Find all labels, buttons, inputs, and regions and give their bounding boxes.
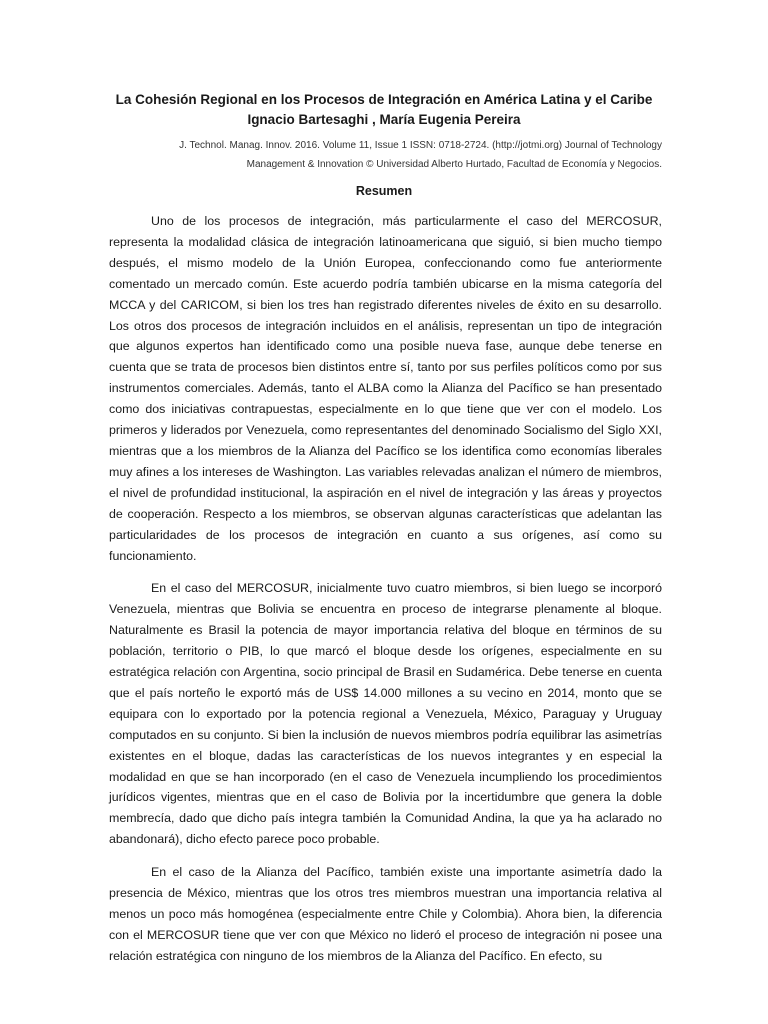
paragraph-2: En el caso del MERCOSUR, inicialmente tuvo cuatro miembros, si bien luego se incorporó Venezuela, mientras que Bolivia se encuentra en proceso de integrarse plenamente al bloque. Naturalmente es Brasil la potencia de mayor importancia relativa del bloque en términos de su población, territorio o PIB, lo que marcó el bloque desde los orígenes, especialmente en su estratégica relación con Argentina, socio principal de Brasil en Sudamérica. Debe tenerse en cuenta que el país norteño le exportó más de US$ 14.000 millones a su vecino en 2014, monto que se equipara con lo exportado por la potencia regional a Venezuela, México, Paraguay y Uruguay computados en su conjunto. Si bien la inclusión de nuevos miembros podría equilibrar las asimetrías existentes en el bloque, dadas las características de los nuevos integrantes y en especial la modalidad en que se han incorporado (en el caso de Venezuela incumpliendo los procedimientos jurídicos vigentes, mientras que en el caso de Bolivia por la incertidumbre que genera la doble membrecía, dado que dicho país integra también la Comunidad Andina, la que ya ha aclarado no abandonará), dicho efecto parece poco probable. xyxy=(109,581,662,847)
document-title-block xyxy=(0,90,768,130)
citation-line-1: J. Technol. Manag. Innov. 2016. Volume 11, Issue 1 ISSN: 0718-2724. (http://jotmi.org) Journal of Technology xyxy=(179,140,662,151)
citation-line-2: Management & Innovation © Universidad Alberto Hurtado, Facultad de Economía y Negocios. xyxy=(246,159,662,170)
paragraph-3: En el caso de la Alianza del Pacífico, también existe una importante asimetría dado la presencia de México, mientras que los otros tres miembros muestran una importancia relativa al menos un poco más homogénea (especialmente entre Chile y Colombia). Ahora bien, la diferencia con el MERCOSUR tiene que ver con que México no lideró el proceso de integración ni posee una relación estratégica con ninguno de los miembros de la Alianza del Pacífico. En efecto, su xyxy=(109,865,662,963)
section-heading: Resumen xyxy=(355,184,413,198)
citation-block xyxy=(150,136,662,174)
paragraph-1: Uno de los procesos de integración, más particularmente el caso del MERCOSUR, representa la modalidad clásica de integración latinoamericana que siguió, si bien mucho tiempo después, el mismo modelo de la Unión Europea, confeccionando como fue anteriormente comentado un mercado común. Este acuerdo podría también ubicarse en la misma categoría del MCCA y del CARICOM, si bien los tres han registrado diferentes niveles de éxito en su desarrollo. Los otros dos procesos de integración incluidos en el análisis, representan un tipo de integración que algunos expertos han identificado como una posible nueva fase, aunque debe tenerse en cuenta que se trata de procesos bien distintos entre sí, tanto por sus perfiles políticos como por sus instrumentos comerciales. Además, tanto el ALBA como la Alianza del Pacífico se han presentado como dos iniciativas contrapuestas, especialmente en lo que tiene que ver con el modelo. Los primeros y liderados por Venezuela, como representantes del denominado Socialismo del Siglo XXI, mientras que a los miembros de la Alianza del Pacífico se los identifica como economías liberales muy afines a los intereses de Washington. Las variables relevadas analizan el número de miembros, el nivel de profundidad institucional, la aspiración en el nivel de integración y las áreas y proyectos de cooperación. Respecto a los miembros, se observan algunas características que adelantan las particularidades de los procesos de integración en cuanto a sus orígenes, así como su funcionamiento. xyxy=(109,214,662,563)
document-title: La Cohesión Regional en los Procesos de Integración en América Latina y el Caribe xyxy=(115,92,653,107)
abstract-body xyxy=(109,211,662,979)
document-authors: Ignacio Bartesaghi , María Eugenia Pereira xyxy=(247,112,521,127)
